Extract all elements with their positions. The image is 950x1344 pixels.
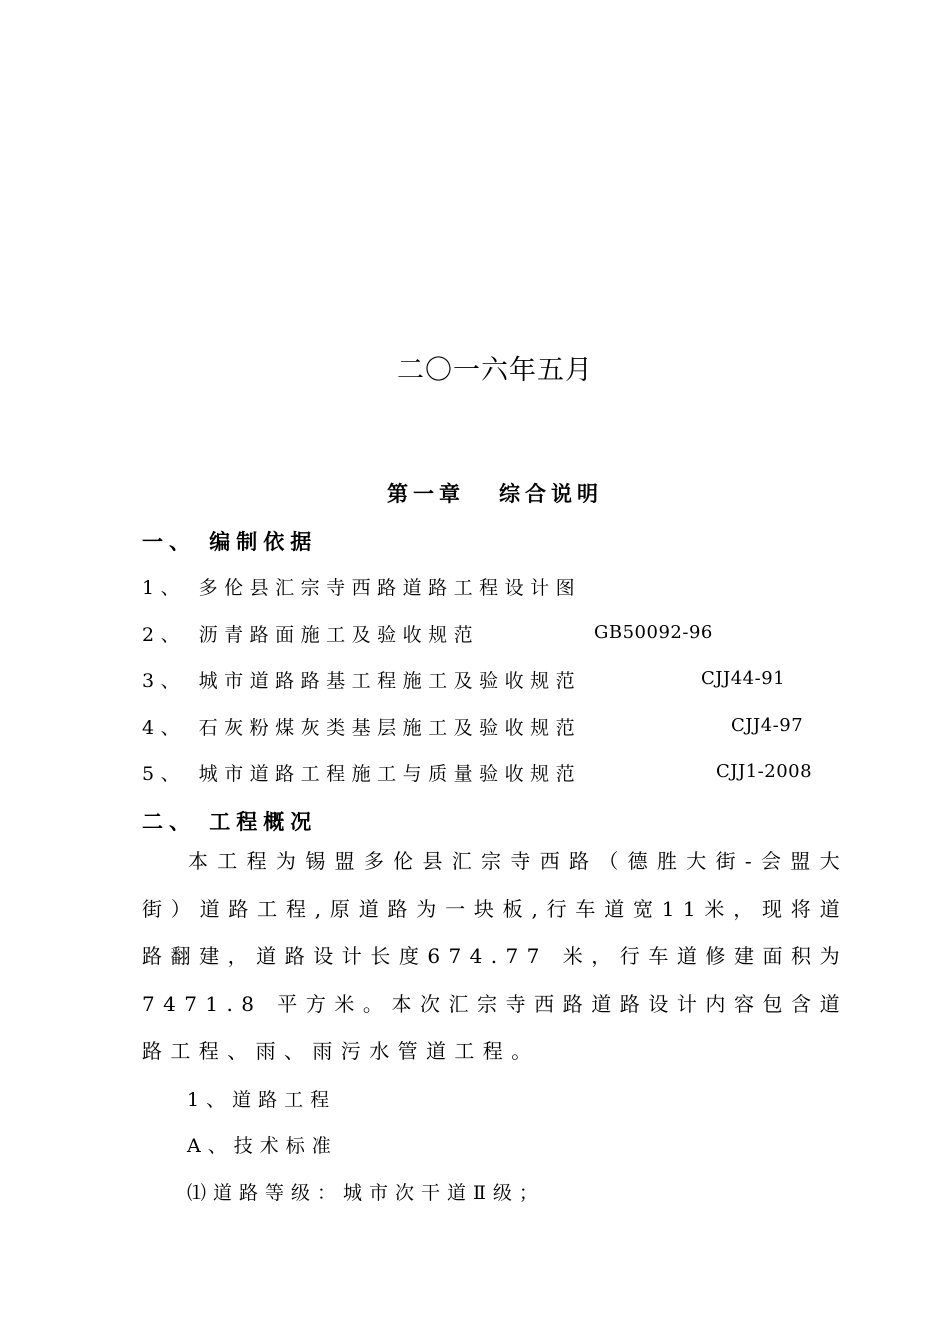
basis-item-code: CJJ4-97 [731, 715, 804, 736]
basis-item-text: 1、 多伦县汇宗寺西路道路工程设计图 [142, 577, 582, 599]
basis-item-text: 3、 城市道路路基工程施工及验收规范 [142, 670, 582, 692]
document-date: 二〇一六年五月 [397, 355, 593, 386]
overview-paragraph: 本工程为锡盟多伦县汇宗寺西路（德胜大街-会盟大街）道路工程,原道路为一块板,行车道宽11米，现将道路翻建，道路设计长度674.77 米，行车道修建面积为7471.8 平方米。本次汇宗寺西路道路设计内容包含道路工程、雨、雨污水管道工程。 [142, 849, 848, 1063]
basis-item-text: 2、 沥青路面施工及验收规范 [142, 624, 480, 646]
road-grade-line: ⑴道路等级：城市次干道Ⅱ级； [187, 1182, 545, 1204]
chapter-number: 第一章 [387, 482, 465, 506]
chapter-heading [0, 478, 950, 508]
basis-item-code: CJJ1-2008 [716, 761, 813, 782]
basis-item-code: GB50092-96 [594, 622, 713, 643]
chapter-title: 综合说明 [499, 482, 603, 506]
basis-item-1 [142, 573, 581, 600]
basis-item-text: 4、 石灰粉煤灰类基层施工及验收规范 [142, 717, 582, 739]
subsection-road-works: 1、道路工程 [187, 1089, 337, 1111]
section-heading-basis: 一、 编制依据 [142, 530, 318, 554]
subsection-technical-standard: A、技术标准 [187, 1135, 338, 1157]
basis-item-2 [142, 620, 479, 647]
section-heading-overview: 二、 工程概况 [142, 810, 318, 834]
basis-item-text: 5、 城市道路工程施工与质量验收规范 [142, 763, 582, 785]
basis-item-4 [142, 713, 581, 740]
basis-item-code: CJJ44-91 [701, 668, 786, 689]
basis-item-3 [142, 666, 581, 693]
basis-item-5 [142, 759, 581, 786]
